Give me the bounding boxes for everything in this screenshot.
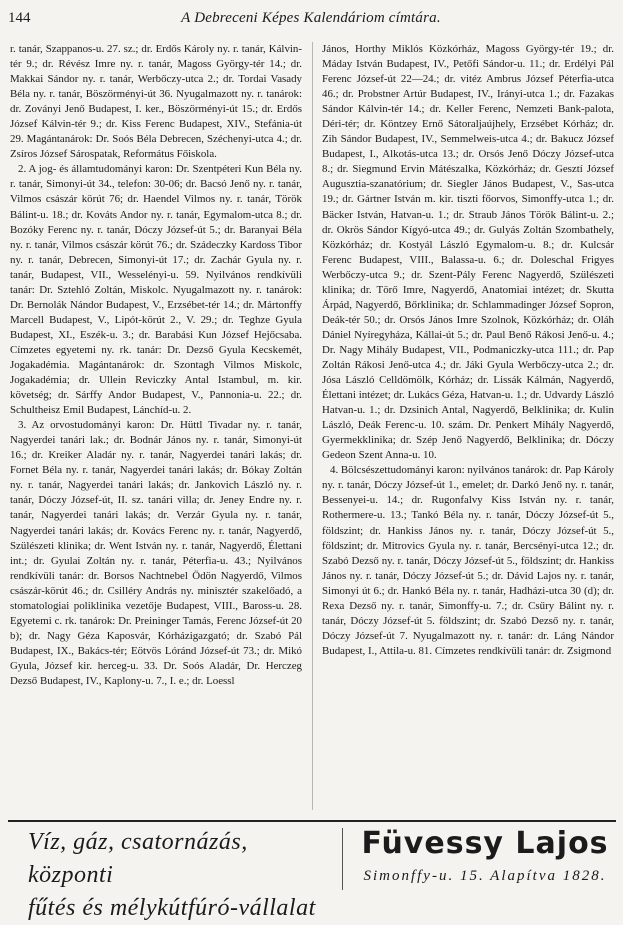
running-title: A Debreceni Képes Kalendáriom címtára. xyxy=(181,10,441,26)
paragraph: r. tanár, Szappanos-u. 27. sz.; dr. Erdős Károly ny. r. tanár, Kálvin-tér 9.; dr. Révész Imre ny. r. tanár, Magoss György-tér 14.; dr. Makkai Sándor ny. r. tanár, Werbőczy-utca 2.; dr. Tordai Vasady Béla ny. r. tanár, Böszörményi-út 36. Nyugalmazott ny. r. tanárok: dr. Zoványi Jenő Budapest, I. ker., Böszörményi-út 15.; dr. Erdős József Kálvin-tér 9.; dr. Kiss Ferenc Budapest, XIV., Stefánia-út 29. Magántanárok: Dr. Soós Béla Debrecen, Széchenyi-utca 4.; dr. Zsíros József Sárospatak, Református Főiskola. xyxy=(10,43,302,161)
column-divider xyxy=(312,42,313,810)
advertisement-services xyxy=(28,826,328,925)
ad-line-1: Víz, gáz, csatornázás, központi xyxy=(28,829,248,888)
right-column xyxy=(322,42,614,810)
paragraph: János, Horthy Miklós Közkórház, Magoss György-tér 19.; dr. Máday István Budapest, IV., Petőfi Sándor-u. 11.; dr. Erdélyi Pál Ferenc József-út 22—24.; dr. vitéz Ambrus József Péterfia-utca 46.; dr. Probstner Artúr Budapest, IV., Irányi-utca 1.; dr. Fazakas Sándor Kálvin-tér 14.; dr. Keller Ferenc, Nemzeti Bank-palota, Déri-tér; dr. Köntzey Ernő Sátoraljaújhely, Erzsébet Kórház; dr. Zih Sándor Budapest, IV., Semmelweis-utca 4.; dr. Bakucz József Budapest, I., Alkotás-utca 13.; dr. Orsós Jenő Dóczy József-utca 8.; dr. Siegmund Ervin Mátészalka, Közkórház; dr. Gesztí József Augusztia-szanatórium; dr. Siegler János Budapest, V., Sas-utca 19.; dr. Gártner István m. kir. tiszti főorvos, Simonffy-utca 1.; dr. Bäcker István, Hatvan-u. 1.; dr. Straub János Török Bálint-u. 2.; dr. Okrös Sándor Kígyó-utca 49.; dr. Gulyás Zoltán Szombathely, Közkórház; dr. Kostyál László Egymalom-u. 8.; dr. Kulcsár Ferenc Budapest, VIII., Balassa-u. 6.; dr. Doleschal Frigyes Werbőczy-utca 9.; dr. Szent-Pály Ferenc Nagyerdő, Szülészeti klinika; dr. Törő Imre, Nagyerdő, Anatomiai intézet; dr. Skutta Árpád, Nagyerdő, Bőrklinika; dr. Schlammadinger József Sopron, Deák-tér 50.; dr. Orsós János Imre Szolnok, Közkórház; dr. Oláh Dániel Nyíregyháza, Kállai-út 5.; dr. Paul Benő Rákosi Jenő-u. 4.; Dr. Nagy Mihály Budapest, VII., Podmaniczky-utca 111.; dr. Pap Zoltán Rákosi Jenő-utca 4.; dr. Jáki Gyula Werbőczy-utca 2.; dr. Jósa László Celldömölk, Kórház; dr. Lissák Kálmán, Nagyerdő, Élettani intézet; dr. Lukács Géza, Hatvan-u. 1.; dr. Udvardy László Hatvan-u. 1.; dr. Dzsinich Antal, Nagyerdő, Belklinika; dr. Kulin László, Deák Ferenc-u. 10. szám. Dr. Penkert Mihály Nagyerdő, Gyermekklinika; dr. Szép Jenő Nagyerdő, Belklinika; dr. Dóczy Gedeon Szent Anna-u. 10. xyxy=(322,43,614,462)
page-number: 144 xyxy=(8,10,31,26)
ad-line-2: fűtés és mélykútfúró-vállalat xyxy=(28,895,316,921)
ad-separator xyxy=(342,828,343,890)
ad-brand-name: Füvessy Lajos xyxy=(361,826,609,861)
text-columns xyxy=(10,42,614,810)
ad-address: Simonffy-u. 15. Alapítva 1828. xyxy=(363,868,607,884)
left-column xyxy=(10,42,302,810)
paragraph: 3. Az orvostudományi karon: Dr. Hüttl Tivadar ny. r. tanár, Nagyerdei tanári lak.; dr. Bodnár János ny. r. tanár, Simonyi-út 16.; dr. Kreiker Aladár ny. r. tanár, Nagyerdei tanári lakás; dr. Fornet Béla ny. r. tanár, Nagyerdei tanári lakás; dr. Bókay Zoltán ny. r. tanár, Nagyerdei tanári lakás; dr. Jankovich László ny. r. tanár, Dóczy József-út, II. sz. tanári villa; dr. Jeney Endre ny. r. tanár, Nagyerdei tanári lakás; dr. Verzár Gyula ny. r. tanár, Nagyerdei tanári lakás; dr. Kovács Ferenc ny. r. tanár, Nagyerdő, Szülészeti klinika; dr. Went István ny. r. tanár, Nagyerdő, Élettani int.; dr. Gyulai Zoltán ny. r. tanár, Péterfia-u. 43.; Nyilvános rendkívüli tanár: dr. Borsos Nachtnebel Ödön Nagyerdő, Vilmos császár-körút 46.; dr. Csilléry András ny. minisztér szakelőadó, a stomatologiai poliklinika vezetője Budapest, VIII., Baross-u. 28. Egyetemi c. rk. tanárok: Dr. Preininger Tamás, Ferenc József-út 20 b); dr. Nagy Géza Kaposvár, Kórházigazgató; dr. Szabó Pál Budapest, IX., Bakács-tér; Eötvös Lóránd József-út 73.; dr. Mikó Gyula, József kir. herceg-u. 33. Dr. Soós Aladár, Dr. Herczeg Dezső Budapest, IV., Kaplony-u. 7., I. e.; dr. Loessl xyxy=(10,419,302,687)
paragraph: 4. Bölcsészettudományi karon: nyilvános tanárok: dr. Pap Károly ny. r. tanár, Dóczy József-út 1., emelet; dr. Darkó Jenő ny. r. tanár, Bessenyei-u. 14.; dr. Rugonfalvy Kiss István ny. r. tanár, Rothermere-u. 13.; Tankó Béla ny. r. tanár, Dóczy József-út 5., földszint; dr. Hankiss János ny. r. tanár, Dóczy József-út 5., földszint; dr. Mitrovics Gyula ny. r. tanár, Bercsényi-utca 12.; dr. Szabó Dezső ny. r. tanár, Dóczy József-út 5., földszint; dr. Hankiss János ny. r. tanár, Dóczy József-út 5.; dr. Dávid Lajos ny. r. tanár, Simonyi út 6.; dr. Hankó Béla ny. r. tanár, Hadházi-utca 30 (d); dr. Rexa Dezső ny. r. tanár, Simonffy-u. 7.; dr. Csűry Bálint ny. r. tanár, Dóczy József-út 5. földszint; dr. Szabó Dezső ny. r. tanár, Dóczy József-út 7. Nyugalmazott ny. r. tanár: dr. Láng Nándor Budapest, I., Attila-u. 81. Címzetes rendkívüli tanár: dr. Zsigmond xyxy=(322,464,614,657)
advertisement xyxy=(8,820,616,921)
page-header xyxy=(8,6,614,32)
paragraph: 2. A jog- és államtudományi karon: Dr. Szentpéteri Kun Béla ny. r. tanár, Simonyi-út 34., telefon: 30-06; dr. Bacsó Jenő ny. r. tanár, Vilmos császár körút 76; dr. Haendel Vilmos ny. r. tanár, Török Bálint-u. 18.; dr. Kováts Andor ny. r. tanár, Egymalom-utca 8.; dr. Bozóky Ferenc ny. r. tanár, Dóczy József-út 5.; dr. Baranyai Béla ny. r. tanár, Vilmos császár körút 76.; dr. Szádeczky Kardoss Tibor ny. r. tanár, Debrecen, Simonyi-út 17.; dr. Zachár Gyula ny. r. tanár, Budapest, VII., Wesselényi-u. 59. Nyilvános rendkívüli tanár: Dr. Sztehló Zoltán, Miskolc. Nyugalmazott ny. r. tanárok: Dr. Bernolák Nándor Budapest, V., Erzsébet-tér 14.; dr. Mártonffy Marcell Budapest, V., Lipót-körút 2., V. 29.; dr. Teghze Gyula Budapest, XI., Eszék-u. 3.; dr. Barabási Kun József Hejőcsaba. Címzetes egyetemi ny. rk. tanár: Dr. Dezső Gyula Kecskemét, Jogakadémia. Magántanárok: dr. Szontagh Vilmos Miskolc, Jogakadémia; dr. Ullein Reviczky Antal Istambul, m. kir. követség; dr. Sárffy Andor Budapest, V., Pannonia-u. 22.; dr. Schultheisz Emil Budapest, Lánchíd-u. 2. xyxy=(10,163,302,417)
